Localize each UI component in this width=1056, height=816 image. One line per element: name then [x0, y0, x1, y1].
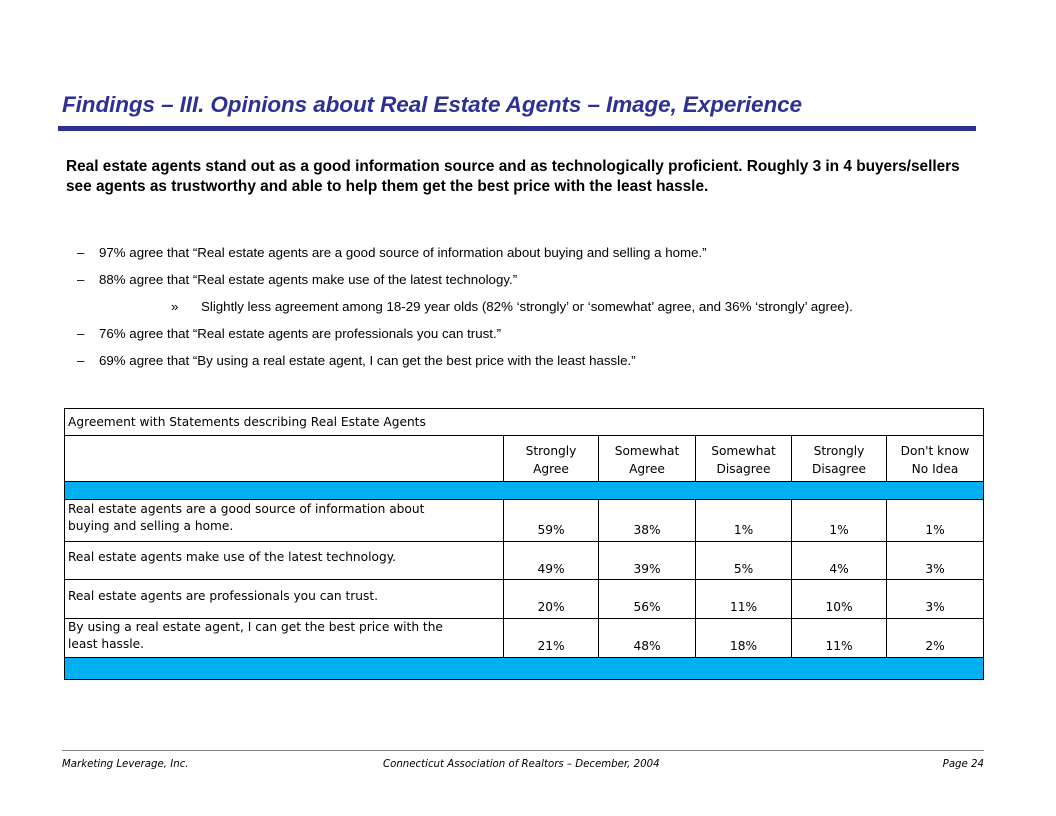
- title-underline: [58, 126, 976, 131]
- row-label-line: Real estate agents make use of the latest technology.: [68, 550, 397, 564]
- table-cell: 38%: [633, 523, 661, 537]
- column-header-line: Don't know: [900, 444, 970, 458]
- table-cell: 1%: [925, 523, 945, 537]
- row-label: [68, 549, 500, 566]
- column-header-line: Disagree: [716, 462, 771, 476]
- highlight-band: [65, 658, 983, 679]
- column-header-line: Agree: [533, 462, 569, 476]
- bullet-item: [77, 326, 501, 342]
- bullet-text: 69% agree that “By using a real estate agent, I can get the best price with the least hassle.”: [99, 353, 636, 368]
- row-label: [68, 501, 500, 535]
- sub-bullet-item: [171, 299, 853, 315]
- column-header-somewhat-disagree: [696, 442, 791, 478]
- bullet-dash: –: [77, 326, 85, 341]
- slide-title: Findings – III. Opinions about Real Estate Agents – Image, Experience: [62, 92, 802, 117]
- column-header-line: Disagree: [811, 462, 867, 476]
- table-cell: 21%: [537, 639, 565, 653]
- row-label-line: Real estate agents are a good source of information about: [68, 502, 425, 516]
- bullet-item: [77, 353, 636, 369]
- table-cell: 1%: [829, 523, 849, 537]
- bullet-chevron: »: [171, 299, 179, 314]
- bullet-text: Slightly less agreement among 18-29 year olds (82% ‘strongly’ or ‘somewhat’ agree, and 36% ‘strongly’ agree).: [201, 299, 853, 314]
- highlight-band: [65, 482, 983, 499]
- bullet-text: 88% agree that “Real estate agents make use of the latest technology.”: [99, 272, 518, 287]
- row-label-line: Real estate agents are professionals you can trust.: [68, 589, 379, 603]
- bullet-dash: –: [77, 245, 85, 260]
- table-cell: 59%: [537, 523, 565, 537]
- bullet-text: 97% agree that “Real estate agents are a good source of information about buying and selling a home.”: [99, 245, 707, 260]
- table-divider: [65, 499, 983, 500]
- table-cell: 11%: [825, 639, 853, 653]
- table-cell: 11%: [729, 600, 758, 614]
- table-cell: 20%: [537, 600, 565, 614]
- column-header-dont-know: [887, 442, 983, 478]
- table-cell: 2%: [925, 639, 945, 653]
- row-label-line: By using a real estate agent, I can get the best price with the: [68, 620, 443, 634]
- footer-page-number: Page 24: [942, 759, 984, 770]
- table-title: Agreement with Statements describing Real Estate Agents: [68, 415, 426, 429]
- column-header-line: Somewhat: [614, 444, 680, 458]
- agreement-table: [64, 408, 984, 680]
- row-label-line: least hassle.: [68, 637, 145, 651]
- table-cell: 49%: [537, 562, 565, 576]
- bullet-text: 76% agree that “Real estate agents are professionals you can trust.”: [99, 326, 502, 341]
- table-divider: [65, 579, 983, 580]
- column-header-strongly-agree: [504, 442, 598, 478]
- table-cell: 48%: [633, 639, 661, 653]
- table-cell: 3%: [925, 600, 945, 614]
- table-cell: 4%: [829, 562, 849, 576]
- column-header-line: Somewhat: [711, 444, 776, 458]
- table-cell: 39%: [633, 562, 661, 576]
- column-header-strongly-disagree: [792, 442, 886, 478]
- row-label-line: buying and selling a home.: [68, 519, 234, 533]
- footer-company: Marketing Leverage, Inc.: [62, 759, 189, 770]
- column-header-line: Strongly: [525, 444, 577, 458]
- column-header-line: Strongly: [813, 444, 865, 458]
- row-label: [68, 619, 500, 653]
- column-header-line: No Idea: [911, 462, 959, 476]
- column-header-line: Agree: [629, 462, 665, 476]
- summary-text: Real estate agents stand out as a good information source and as technologically proficient. Roughly 3 in 4 buyers/sellers see agents as trustworthy and able to help them get the best price with the least hassle.: [66, 158, 960, 195]
- bullet-dash: –: [77, 272, 85, 287]
- bullet-item: [77, 272, 517, 288]
- table-cell: 18%: [729, 639, 758, 653]
- footer-client: Connecticut Association of Realtors – December, 2004: [383, 759, 660, 770]
- table-cell: 5%: [733, 562, 754, 576]
- table-cell: 3%: [925, 562, 945, 576]
- bullet-dash: –: [77, 353, 85, 368]
- table-divider: [65, 541, 983, 542]
- table-divider: [65, 435, 983, 436]
- table-cell: 10%: [825, 600, 853, 614]
- column-header-somewhat-agree: [599, 442, 695, 478]
- row-label: [68, 588, 500, 605]
- bullet-item: [77, 245, 707, 261]
- footer-divider: [62, 750, 984, 751]
- table-cell: 56%: [633, 600, 661, 614]
- table-cell: 1%: [733, 523, 754, 537]
